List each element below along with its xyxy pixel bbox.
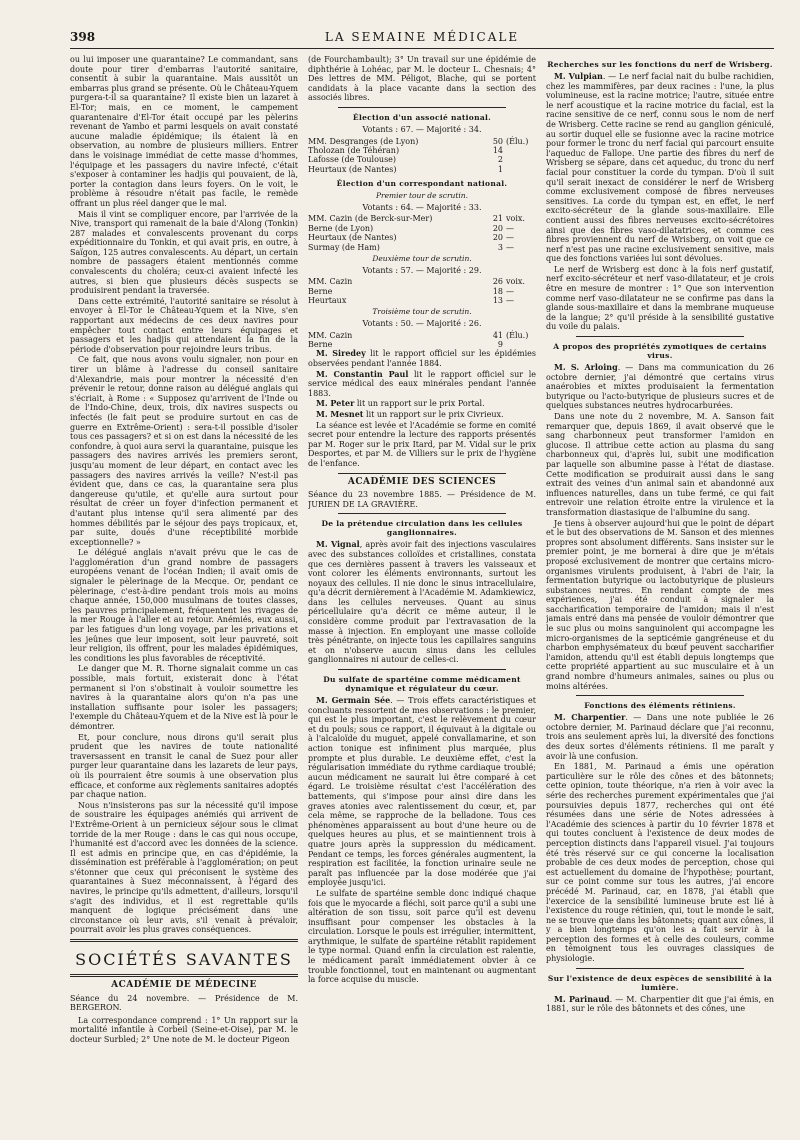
vote-table <box>308 137 536 175</box>
paragraph: Nous n'insisterons pas sur la nécessité qu'il impose de soustraire les équipages anémiés qui arrivent de l'Extrême-Orient à un pernicieux séjour sous le climat torride de la mer Rouge : dans le cas qui nous occupe, l'humanité est d'accord avec les données de la science. Il est admis en principe que, en cas d'épidémie, la dissémination est préférable à l'agglomération; on peut s'étonner que ceux qui préconisent le système des quarantaines à Suez méconnaissent, à l'égard des navires, le principe qu'ils admettent, d'ailleurs, lorsqu'il s'agit des individus, et il est regrettable qu'ils manquent de logique précisément dans une circonstance où leur avis, s'il venait à prévaloir, pourrait avoir les plus graves conséquences. <box>70 800 298 935</box>
seance-line: Séance du 24 novembre. — Présidence de M. BERGERON. <box>70 993 298 1013</box>
divider <box>338 669 506 670</box>
vote-table <box>308 214 536 252</box>
divider <box>338 473 506 474</box>
table-row: Surmay (de Ham) 3 — <box>308 242 514 252</box>
paragraph: Le sulfate de spartéine semble donc indiqué chaque fois que le myocarde a fléchi, soit parce qu'il a subi une altération de son tissu, soit parce qu'il est devenu insuffisant pour compenser les obstacles à la circulation. Lorsque le pouls est irrégulier, intermittent, arythmique, le sulfate de spartéine rétablit rapidement le type normal. Quand enfin la circulation est ralentie, le médicament paraît immédiatement obvier à ce trouble fonctionnel, tout en maintenant ou augmentant la force acquise du muscle. <box>308 888 536 985</box>
paragraph: Le délégué anglais n'avait prévu que le cas de l'agglomération d'un grand nombre de passagers européens venant de l'océan Indien; il avait omis de signaler le pèlerinage de la Mecque. Or, pendant ce pèlerinage, c'est-à-dire pendant trois mois au moins chaque année, 150,000 musulmans de toutes classes, les pauvres principalement, fréquentent les rivages de la mer Rouge à l'aller et au retour. Anémiés, eux aussi, par les fatigues d'un long voyage, par les privations et les jeûnes que leur imposent, soit leur pauvreté, soit leur religion, ils offrent, pour les malades épidémiques, les conditions les plus favorables de réceptivité. <box>70 548 298 663</box>
speaker: M. Peter <box>316 398 355 409</box>
section-title: Élection d'un associé national. <box>352 112 492 122</box>
paragraph: La séance est levée et l'Académie se forme en comité secret pour entendre la lecture des rapports présentés par M. Roger sur le prix Itard, par M. Vidal sur le prix Desportes, et par M. de Villiers sur le prix de l'hygiène de l'enfance. <box>308 420 536 468</box>
divider <box>338 107 506 108</box>
paragraph: M. Parinaud. — M. Charpentier dit que j'ai émis, en 1881, sur le rôle des bâtonnets et des cônes, une <box>546 993 774 1014</box>
paragraph: Je tiens à observer aujourd'hui que le point de départ et le but des observations de M. Sanson et des miennes propres sont absolument différents. Sans insister sur le premier point, je me bornerai à dire que je m'étais proposé exclusivement de montrer que certains micro-organismes virulents produisent, à l'abri de l'air, la fermentation butyrique ou lactobutyrique de plusieurs substances neutres. En rendant compte de mes expériences, j'ai été conduit à signaler la saccharification temporaire de l'amidon; mais il n'est jamais entré dans ma pensée de vouloir démontrer que le suc plus ou moins sanguinolent qui accompagne les micro-organismes de la septicémie gangréneuse et du charbon emphysémateux du bœuf peuvent saccharifier l'amidon, attendu qu'il est établi depuis longtemps que cette propriété appartient au suc musculaire et à un grand nombre d'humeurs animales, saines ou plus ou moins altérées. <box>546 518 774 691</box>
section-title: Fonctions des éléments rétiniens. <box>584 701 736 711</box>
paragraph: M. Germain Sée. — Trois effets caractéristiques et concluants ressortent de mes observations : le premier, qui est le plus important, c'est le relèvement du cœur et du pouls; sous ce rapport, il équivaut à la digitale ou à l'alcaloïde du muguet, appelé convallamarine, et son action tonique est infiniment plus marquée, plus prompte et plus durable. Le deuxième effet, c'est la régularisation immédiate du rythme cardiaque troublé; aucun médicament ne saurait lui être comparé à cet égard. Le troisième résultat c'est l'accélération des battements, qui s'impose pour ainsi dire dans les graves atonies avec ralentissement du cœur, et, par cela même, se rapproche de la belladone. Tous ces phénomènes apparaissent au bout d'une heure ou de quelques heures au plus, et se maintiennent trois à quatre jours après la suppression du médicament. Pendant ce temps, les forces générales augmentent, la respiration est facilitée, la fonction urinaire seule ne paraît pas influencée par la dose modérée que j'ai employée jusqu'ici. <box>308 695 536 888</box>
table-row: Heurtaux (de Nantes) 1 <box>308 164 503 174</box>
section-title: A propos des propriétés zymotiques de certains virus. <box>553 342 767 361</box>
speaker: M. Constantin Paul <box>316 368 409 379</box>
speaker: M. Vignal <box>316 539 360 550</box>
academie-medecine-title: ACADÉMIE DE MÉDECINE <box>111 980 257 991</box>
academie-sciences-title: ACADÉMIE DES SCIENCES <box>347 476 497 487</box>
section-title: De la prétendue circulation dans les cellules ganglionnaires. <box>321 519 523 538</box>
votes-line: Votants : 67. — Majorité : 34. <box>362 124 482 134</box>
paragraph: Le nerf de Wrisberg est donc à la fois nerf gustatif, nerf excito-sécréteur et nerf vaso-dilatateur, et je crois être en mesure de montrer : 1° Que son intervention comme nerf vaso-dilatateur ne se confirme pas dans la glande sous-maxillaire et dans la membrane muqueuse de la langue; 2° qu'il préside à la sensibilité gustative du voile du palais. <box>546 264 774 332</box>
divider <box>70 974 298 977</box>
columns <box>70 55 774 1140</box>
table-row: Berne 9 <box>308 340 503 349</box>
speaker: M. Siredey <box>316 348 366 359</box>
societes-savantes-title: SOCIÉTÉS SAVANTES <box>75 950 293 970</box>
paragraph: M. Charpentier. — Dans une note publiée le 26 octobre dernier, M. Parinaud déclare que j'ai reconnu, trois ans seulement après lui, la diversité des fonctions des deux sortes d'éléments rétiniens. Il me paraît y avoir là une confusion. <box>546 712 774 761</box>
votes-line: Votants : 64. — Majorité : 33. <box>362 202 482 212</box>
section-title: Du sulfate de spartéine comme médicament dynamique et régulateur du cœur. <box>323 675 521 694</box>
speaker: M. Germain Sée <box>316 695 391 706</box>
paragraph: M. Vulpian. — Le nerf facial nait du bulbe rachidien, chez les mammifères, par deux racines : l'une, la plus volumineuse, est la racine motrice; l'autre, située entre le nerf acoustique et la racine motrice du facial, est la racine sensitive de ce nerf, connu sous le nom de nerf de Wrisberg. Cette racine se rend au ganglion géniculé, au sortir duquel elle se fusionne avec la racine motrice pour former le tronc du nerf facial qui parcourt ensuite l'aqueduc de Fallope. Une partie des fibres du nerf de Wrisberg se sépare, dans cet aqueduc, du tronc du nerf facial pour constituer la corde du tympan. D'où il suit qu'il serait inexact de considérer le nerf de Wrisberg comme exclusivement composé de fibres nerveuses sensitives. La corde du tympan est, en effet, le nerf excito-sécréteur de la glande sous-maxillaire. Elle contient aussi des fibres nerveuses excito-sécrétoires ainsi que des fibres vaso-dilatatrices, et comme ces fibres proviennent du nerf de Wrisberg, on voit que ce nerf n'est pas une racine exclusivement sensitive, mais que des fonctions variées lui sont dévolues. <box>546 71 774 264</box>
table-row: MM. Cazin 41 (Élu.) <box>308 330 529 340</box>
paragraph: Mais il vint se compliquer encore, par l'arrivée de la Nive, transport qui ramenait de la baie d'Along (Tonkin) 287 malades et convalescents provenant du corps expéditionnaire du Tonkin, et qui avait pris, en outre, à Saïgon, 125 autres convalescents. Au départ, un certain nombre de passagers étaient mentionnés comme convalescents du choléra; ceux-ci avaient infecté les autres, si bien que plusieurs décès suspects se produisirent pendant la traversée. <box>70 209 298 296</box>
divider <box>576 336 744 337</box>
divider <box>70 939 298 942</box>
paragraph: Et, pour conclure, nous dirons qu'il serait plus prudent que les navires de toute nationalité traversassent en transit le canal de Suez pour aller purger leur quarantaine dans les lazarets de leur pays, où ils pourraient être soumis à une observation plus efficace, et conforme aux règlements sanitaires adoptés par chaque nation. <box>70 732 298 800</box>
scrutin-title: Troisième tour de scrutin. <box>372 307 472 317</box>
scrutin-title: Premier tour de scrutin. <box>375 191 469 201</box>
votes-line: Votants : 50. — Majorité : 26. <box>362 319 482 328</box>
speaker: M. Charpentier <box>554 712 626 723</box>
speaker: M. Vulpian <box>554 71 603 81</box>
paragraph: Dans une note du 2 novembre, M. A. Sanson fait remarquer que, depuis 1869, il avait observé que le sang charbonneux peut transformer l'amidon en glucose. Il attribue cette action au plasma du sang charbonneux qui, d'après lui, subit une modification par laquelle son albumine passe à l'état de diastase. Cette modification se produirait aussi dans le sang extrait des veines d'un animal sain et abandonné aux influences naturelles, dans un tube fermé, ce qui fait entrevoir une relation étroite entre la virulence et la transformation diastasique de l'albumine du sang. <box>546 412 774 517</box>
paragraph: M. Vignal, après avoir fait des injections vasculaires avec des substances colloïdes et cristallines, constata que ces dernières passent à travers les vaisseaux et vont colorer les éléments environnants, surtout les noyaux des cellules. Il nie donc le sinus intracellulaire, qu'a décrit dernièrement à l'Académie M. Adamkiewicz, dans les cellules nerveuses. Quant au sinus péricellulaire qu'a décrit ce même auteur, il le considère comme produit par l'extravasation de la masse à injection. En employant une masse colloïde très pénétrante, on injecte tous les capillaires sanguins et on n'observe aucun sinus dans les cellules ganglionnaires ni autour de celles-ci. <box>308 539 536 665</box>
table-row: Heurtaux 13 — <box>308 296 514 305</box>
page-header <box>70 26 774 49</box>
paragraph: (de Fourchambault); 3° Un travail sur une épidémie de diphthérie à Lohéac, par M. le docteur L. Chesnais; 4° Des lettres de MM. Péligot, Blache, qui se portent candidats à la place vacante dans la section des associés libres. <box>308 55 536 103</box>
table-row: Lafosse (de Toulouse) 2 <box>308 155 503 165</box>
paragraph: Dans cette extrémité, l'autorité sanitaire se résolut à envoyer à El-Tor le Château-Yquem et la Nive, s'en rapportant aux médecins de ces deux navires pour empêcher tout contact entre leurs équipages et passagers et les hadjis qui attendaient la fin de la période d'observation pour rejoindre leurs tribus. <box>70 296 298 354</box>
paragraph: M. Mesnet lit un rapport sur le prix Civrieux. <box>316 408 504 419</box>
table-row: MM. Cazin (de Berck-sur-Mer) 21 voix. <box>308 214 525 224</box>
votes-line: Votants : 57. — Majorité : 29. <box>362 265 482 275</box>
paragraph: M. Siredey lit le rapport officiel sur les épidémies observées pendant l'année 1884. <box>308 348 536 368</box>
paragraph: Le danger que M. R. Thorne signalait comme un cas possible, mais fortuit, existerait donc à l'état permanent si l'on s'obstinait à vouloir soumettre les navires à la quarantaine alors qu'on n'a pas une installation suffisante pour isoler les passagers; l'exemple du Château-Yquem et de la Nive est là pour le démontrer. <box>70 664 298 731</box>
table-row: Berne 18 — <box>308 286 514 296</box>
paragraph: Ce fait, que nous avons voulu signaler, non pour en tirer un blâme à l'adresse du conseil sanitaire d'Alexandrie, mais pour montrer la nécessité d'en prévenir le retour, donne raison au délégué anglais qui s'écriait, à Rome : « Supposez qu'arrivent de l'Inde ou de l'Indo-Chine, deux, trois, dix navires suspects ou infectés (le fait peut se produire surtout en cas de guerre en Extrême-Orient) : sera-t-il possible d'isoler tous ces passagers? et si on est dans la nécessité de les confondre, à quoi aura servi la quarantaine, puisque les passagers des navires arrivés les premiers seront, jusqu'au moment de leur départ, en contact avec les passagers des navires arrivés la veille? N'est-il pas évident que, dans ce cas, la quarantaine sera plus dangereuse qu'utile, et qu'elle aura surtout pour résultat de créer un foyer d'infection permanent et d'autant plus intense qu'il sera alimenté par des hommes débilités par le séjour des pays tropicaux, et, par suite, doués d'une réceptibilité morbide exceptionnelle? » <box>70 355 298 547</box>
divider <box>338 513 506 514</box>
paragraph: M. Peter lit un rapport sur le prix Portal. <box>316 398 485 409</box>
paragraph: En 1881, M. Parinaud a émis une opération particulière sur le rôle des cônes et des bâtonnets; cette opinion, toute théorique, n'a rien à voir avec la série des recherches purement expérimentales que j'ai poursuivies depuis 1877, recherches qui ont été résumées dans une série de Notes adressées à l'Académie des sciences à partir du 10 février 1878 et qui toutes concluent à l'existence de deux modes de perception distincts dans l'appareil visuel. J'ai toujours été très réservé sur ce qui concerne la localisation probable de ces deux modes de perception, chose qui est actuellement du domaine de l'hypothèse; pourtant, sur ce point comme sur tous les autres, j'ai encore précédé M. Parinaud, car, en 1878, j'ai établi que l'exercice de la sensibilité lumineuse brute est lié à l'existence du rouge rétinien, qui, tout le monde le sait, ne se trouve que dans les bâtonnets; quant aux cônes, il y a bien longtemps qu'on les a fait servir à la perception des formes et à celle des couleurs, comme en témoignent tous les ouvrages classiques de physiologie. <box>546 762 774 964</box>
speaker: M. Mesnet <box>316 408 364 419</box>
column-2 <box>308 55 536 1140</box>
paragraph: La correspondance comprend : 1° Un rapport sur la mortalité infantile à Corbeil (Seine-et-Oise), par M. le docteur Surbled; 2° Une note de M. le docteur Pigeon <box>70 1015 298 1044</box>
section-title: Sur l'existence de deux espèces de sensibilité à la lumière. <box>547 973 773 992</box>
table-row: Heurtaux (de Nantes) 20 — <box>308 233 514 243</box>
section-title: Recherches sur les fonctions du nerf de Wrisberg. <box>547 60 773 69</box>
vote-table <box>308 277 536 305</box>
column-3 <box>546 55 774 1140</box>
column-1 <box>70 55 298 1140</box>
vote-table <box>308 331 536 350</box>
page-number: 398 <box>70 30 96 44</box>
table-row: Tholozan (de Téhéran) 14 <box>308 145 503 155</box>
journal-title: LA SEMAINE MÉDICALE <box>324 30 520 44</box>
paragraph: ou lui imposer une quarantaine? Le commandant, sans doute pour tirer d'embarras l'autorité sanitaire, consentit à subir la quarantaine. Mais aussitôt un embarras plus grand se présente. Où le Château-Yquem purgera-t-il sa quarantaine? Il existe bien un lazaret à El-Tor; mais, en ce moment, le campement quarantenaire d'El-Tor était occupé par les pèlerins revenant de Yambo et parmi lesquels on avait constaté aucune maladie épidémique; ils étaient là en observation, au nombre de plusieurs milliers. Entrer dans le voisinage immédiat de cette masse d'hommes, l'équipage et les passagers du navire infecté, c'était s'exposer à contaminer les hadjis qui pouvaient, de là, porter la contagion dans leurs foyers. On le voit, le problème à résoudre n'était pas facile, le remède offrant un plus réel danger que le mal. <box>70 55 298 208</box>
divider <box>576 968 744 969</box>
section-title: Élection d'un correspondant national. <box>336 179 508 189</box>
table-row: Berne (de Lyon) 20 — <box>308 223 514 233</box>
scrutin-title: Deuxième tour de scrutin. <box>372 254 472 263</box>
speaker: M. S. Arloing <box>554 362 618 373</box>
paragraph: M. S. Arloing. — Dans ma communication du 26 octobre dernier, j'ai démontré que certains virus anaérobies et mixtes produisaient la fermentation butyrique ou l'acto-butyrique de plusieurs sucres et de quelques substances neutres hydrocarburées. <box>546 362 774 411</box>
table-row: MM. Desgranges (de Lyon) 50 (Élu.) <box>308 136 529 146</box>
paragraph: M. Constantin Paul lit le rapport officiel sur le service médical des eaux minérales pendant l'année 1883. <box>308 368 536 398</box>
table-row: MM. Cazin 26 voix. <box>308 277 525 287</box>
divider <box>576 695 744 696</box>
seance-line: Séance du 23 novembre 1885. — Présidence de M. JURIEN DE LA GRAVIÈRE. <box>308 490 536 509</box>
speaker: M. Parinaud <box>554 993 610 1004</box>
